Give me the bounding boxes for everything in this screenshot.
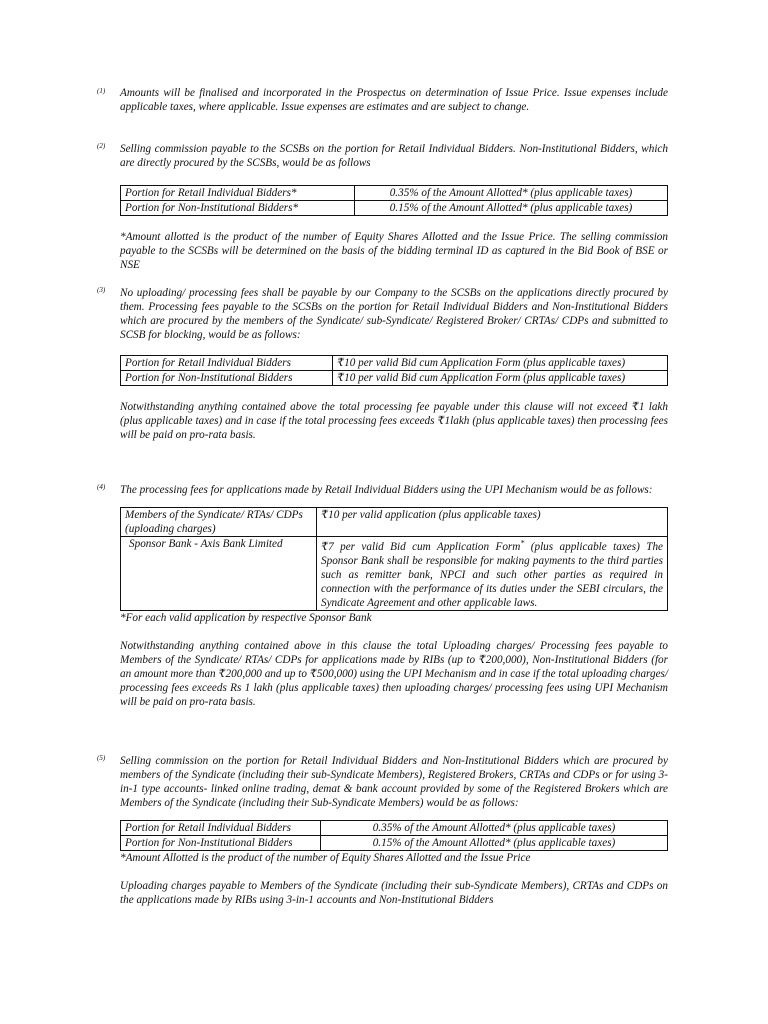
note-1-text: Amounts will be finalised and incorporated in the Prospectus on determination of Issue Price. Issue expenses include applicable taxes, where applicable. Issue expenses are estimates and are subject to change. — [120, 87, 668, 113]
table-cell: Portion for Non-Institutional Bidders — [121, 371, 333, 386]
table-cell: 0.35% of the Amount Allotted* (plus applicable taxes) — [355, 186, 668, 201]
table-cell: ₹10 per valid Bid cum Application Form (plus applicable taxes) — [333, 356, 668, 371]
note-2-footnote: *Amount allotted is the product of the number of Equity Shares Allotted and the Issue Price. The selling commission payable to the SCSBs will be determined on the basis of the bidding terminal ID as captured in the Bid Book of BSE or NSE — [120, 231, 668, 271]
table-row — [121, 371, 668, 386]
table-row — [121, 356, 668, 371]
table-cell — [317, 537, 668, 611]
table-cell: ₹10 per valid application (plus applicable taxes) — [317, 508, 668, 537]
table-row — [121, 537, 668, 611]
table-cell: 0.15% of the Amount Allotted* (plus applicable taxes) — [355, 201, 668, 216]
footnote-asterisk: * — [520, 538, 525, 548]
footnote-marker-1: (1) — [97, 87, 106, 95]
note-3-after: Notwithstanding anything contained above the total processing fee payable under this clause will not exceed ₹1 lakh (plus applicable taxes) and in case if the total processing fees exceeds ₹1lakh (plus applicable taxes) then processing fees will be paid on pro-rata basis. — [120, 401, 668, 441]
note-1 — [120, 86, 668, 114]
table-row — [121, 186, 668, 201]
note-4-footnote: *For each valid application by respective Sponsor Bank — [120, 612, 372, 624]
table-row — [121, 201, 668, 216]
note-3-intro: No uploading/ processing fees shall be payable by our Company to the SCSBs on the applications directly procured by them. Processing fees payable to the SCSBs on the portion for Retail Individual Bidders and Non-Institutional Bidders which are procured by the members of the Syndicate/ sub-Syndicate/ Registered Broker/ CRTAs/ CDPs and submitted to SCSB for blocking, would be as follows: — [120, 287, 668, 341]
note-5 — [120, 754, 668, 907]
note-4-table — [120, 507, 668, 611]
table-cell: Portion for Retail Individual Bidders — [121, 356, 333, 371]
table-row — [121, 821, 668, 836]
note-3-table — [120, 355, 668, 386]
footnote-marker-4: (4) — [97, 483, 106, 491]
table-cell: Portion for Non-Institutional Bidders — [121, 836, 321, 851]
note-2-intro: Selling commission payable to the SCSBs on the portion for Retail Individual Bidders. Non-Institutional Bidders, which are directly procured by the SCSBs, would be as follows — [120, 143, 668, 169]
note-5-footnote: *Amount Allotted is the product of the number of Equity Shares Allotted and the Issue Price — [120, 852, 531, 864]
table-cell: Portion for Non-Institutional Bidders* — [121, 201, 355, 216]
note-4-after: Notwithstanding anything contained above in this clause the total Uploading charges/ Processing fees payable to Members of the Syndicate/ RTAs/ CDPs for applications made by RIBs (up to ₹200,000), Non-Institutional Bidders (for an amount more than ₹200,000 and up to ₹500,000) using the UPI Mechanism and in case if the total uploading charges/ processing fees exceeds Rs 1 lakh (plus applicable taxes) then uploading charges/ processing fees using UPI Mechanism will be paid on pro-rata basis. — [120, 640, 668, 708]
table-cell: 0.35% of the Amount Allotted* (plus applicable taxes) — [321, 821, 668, 836]
table-cell: Sponsor Bank - Axis Bank Limited — [121, 537, 317, 611]
table-cell: Portion for Retail Individual Bidders — [121, 821, 321, 836]
table-cell: Members of the Syndicate/ RTAs/ CDPs (uploading charges) — [121, 508, 317, 537]
table-row — [121, 836, 668, 851]
sponsor-fee-text: ₹7 per valid Bid cum Application Form — [321, 541, 521, 553]
note-5-table — [120, 820, 668, 851]
note-5-after: Uploading charges payable to Members of the Syndicate (including their sub-Syndicate Members), CRTAs and CDPs on the applications made by RIBs using 3-in-1 accounts and Non-Institutional Bidders — [120, 880, 668, 906]
note-3 — [120, 286, 668, 442]
table-cell: Portion for Retail Individual Bidders* — [121, 186, 355, 201]
table-row — [121, 508, 668, 537]
sponsor-fee-details: (plus applicable taxes) The Sponsor Bank shall be responsible for making payments to the third parties such as remitter bank, NPCI and such other parties as required in connection with the performance of its duties under the SEBI circulars, the Syndicate Agreement and other applicable laws. — [321, 541, 664, 609]
note-4 — [120, 483, 668, 709]
table-cell: 0.15% of the Amount Allotted* (plus applicable taxes) — [321, 836, 668, 851]
note-5-intro: Selling commission on the portion for Retail Individual Bidders and Non-Institutional Bidders which are procured by members of the Syndicate (including their sub-Syndicate Members), Registered Brokers, CRTAs and CDPs or for using 3-in-1 type accounts- linked online trading, demat & bank account provided by some of the Registered Brokers which are Members of the Syndicate (including their Sub-Syndicate Members) would be as follows: — [120, 755, 668, 809]
note-4-intro: The processing fees for applications made by Retail Individual Bidders using the UPI Mechanism would be as follows: — [120, 484, 653, 496]
footnote-marker-5: (5) — [97, 754, 106, 762]
note-2 — [120, 142, 668, 272]
footnote-marker-2: (2) — [97, 142, 106, 150]
table-cell: ₹10 per valid Bid cum Application Form (plus applicable taxes) — [333, 371, 668, 386]
note-2-table — [120, 185, 668, 216]
footnote-marker-3: (3) — [97, 286, 106, 294]
